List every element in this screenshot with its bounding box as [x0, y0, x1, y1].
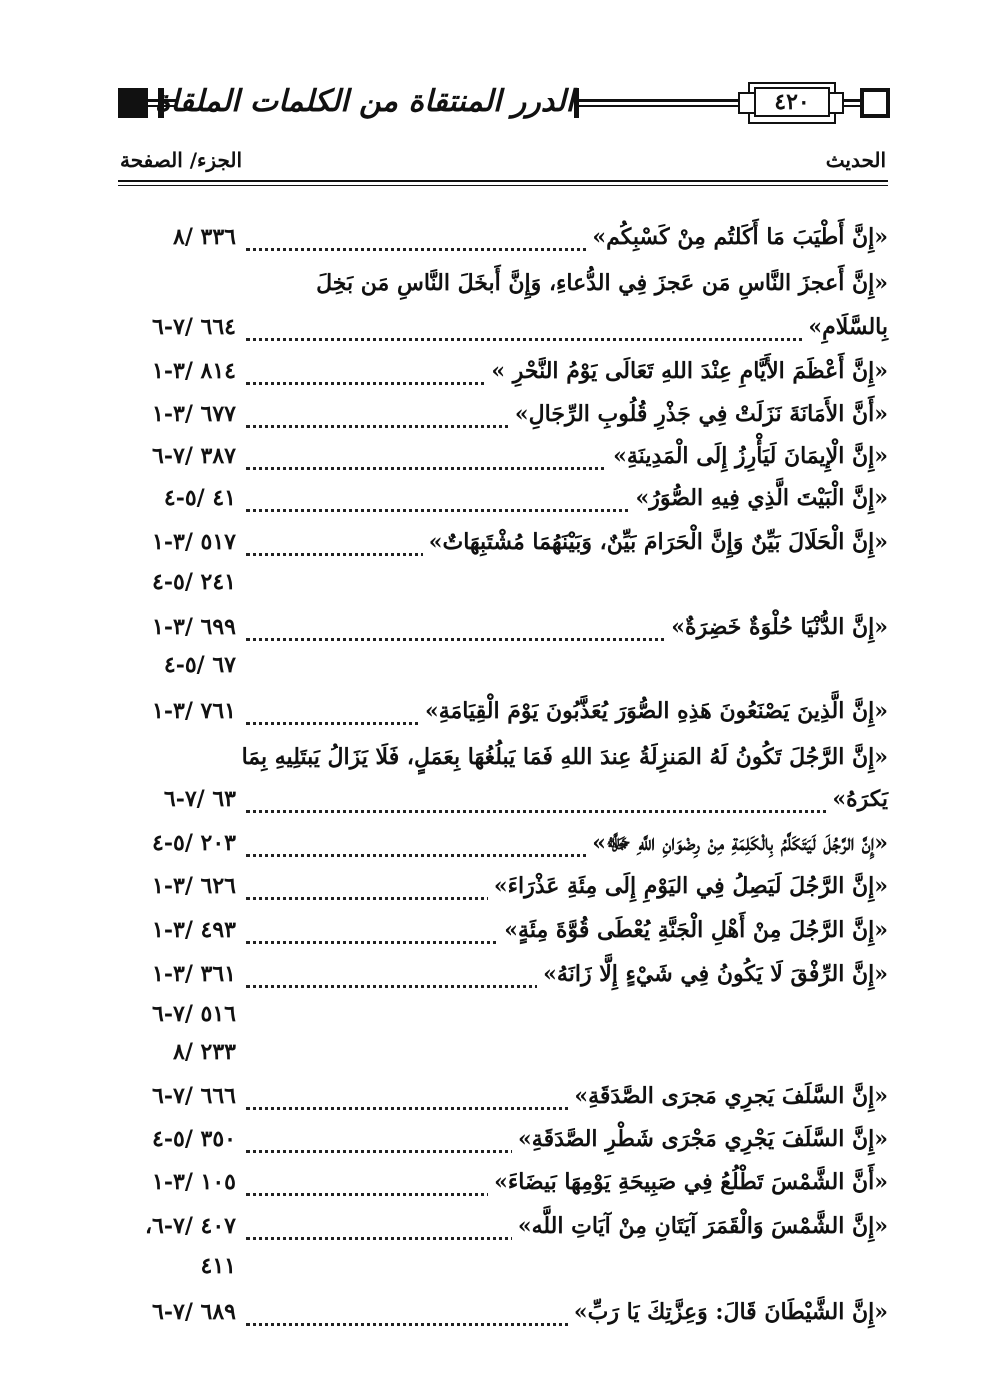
volume-page-ref: ٦٦٤ /٧-٦ [152, 314, 236, 340]
volume-page-ref: ٦٩٩ /٣-١ [152, 614, 236, 640]
index-row [118, 608, 888, 644]
index-row [118, 780, 888, 816]
volume-page-ref: ٤١١ [200, 1253, 236, 1279]
heading-rule [118, 185, 888, 186]
index-row [118, 395, 888, 431]
index-row [118, 1033, 888, 1069]
index-row [118, 824, 888, 860]
volume-page-ref: ٢٣٣ /٨ [173, 1039, 236, 1065]
hadith-text: «إِنَّ الَّذِينَ يَصْنَعُونَ هَذِهِ الصُّوَرَ يُعَذَّبُونَ يَوْمَ الْقِيَامَةِ» [419, 696, 888, 726]
volume-page-ref [118, 742, 236, 772]
volume-page-ref: ٣٥٠ /٥-٤ [152, 1126, 236, 1152]
volume-page-ref: ٤٠٧ /٧-٦، [144, 1213, 236, 1239]
index-row [118, 479, 888, 515]
hadith-text: «إِنَّ الْحَلَالَ بَيِّنٌ وَإِنَّ الْحَرَامَ بَيِّنٌ، وَبَيْنَهُمَا مُشْتَبِهَاتٌ» [423, 527, 888, 557]
hadith-text: «إِنَّ الْبَيْتَ الَّذِي فِيهِ الصُّوَرُ» [629, 483, 888, 513]
index-row [118, 646, 888, 682]
hadith-text: «إِنَّ الدُّنْيَا حُلْوَةٌ خَضِرَةٌ» [665, 612, 888, 642]
index-row [118, 738, 888, 774]
hadith-text: «إِنَّ أَطْيَبَ مَا أَكَلتُم مِنْ كَسْبِكُم» [586, 222, 888, 252]
leader-dots [246, 332, 888, 341]
hadith-text: «إِنَّ الرَّجُلَ لَيَصِلُ فِي اليَوْمِ إِلَى مِئَةِ عَذْرَاءَ» [488, 871, 888, 901]
index-row [118, 308, 888, 344]
index-row [118, 563, 888, 599]
bar-ornament [574, 88, 579, 118]
index-row [118, 264, 888, 300]
page-number: ٤٢٠ [754, 87, 830, 117]
volume-page-ref: ٦٧٧ /٣-١ [152, 401, 236, 427]
volume-page-ref: ٥١٧ /٣-١ [152, 529, 236, 555]
book-title: الدرر المنتقاة من الكلمات الملقاة [176, 80, 574, 124]
volume-page-ref: ٦٧ /٥-٤ [163, 652, 236, 678]
index-row [118, 1077, 888, 1113]
volume-page-ref: ٦٣ /٧-٦ [163, 786, 236, 812]
hadith-text: «إِنَّ أَعْظَمَ الأَيَّامِ عِنْدَ اللهِ تَعَالَى يَوْمُ النَّحْرِ » [485, 356, 888, 386]
hadith-text: «إِنَّ الرَّجُلَ لَيَتَكَلَّمُ بِالْكَلِمَةِ مِنْ رِضْوَانِ اللَّهِ ﷻ» [586, 828, 888, 858]
volume-page-ref: ٢٠٣ /٥-٤ [152, 830, 236, 856]
hollow-square-ornament [860, 88, 890, 118]
hadith-text: «إِنَّ الْإِيمَانَ لَيَأْرِزُ إِلَى الْمَدِينَةِ» [607, 441, 888, 471]
column-heading-reference: الجزء/ الصفحة [120, 148, 243, 172]
index-row [118, 437, 888, 473]
hadith-text: «إِنَّ أَعجزَ النَّاسِ مَن عَجزَ فِي الدُّعاءِ، وَإِنَّ أَبخَلَ النَّاسِ مَن بَخِلَ [310, 268, 888, 298]
page-number-frame [738, 82, 844, 122]
index-row [118, 1207, 888, 1243]
hadith-text: «إِنَّ الشَّمْسَ وَالْقَمَرَ آيَتَانِ مِنْ آيَاتِ اللَّه» [512, 1211, 888, 1241]
volume-page-ref: ٤١ /٥-٤ [163, 485, 236, 511]
volume-page-ref: ٣٦١ /٣-١ [152, 961, 236, 987]
hadith-text: «إِنَّ السَّلَفَ يَجرِي مَجرَى الصَّدَقَةِ» [568, 1081, 888, 1111]
hadith-text: «أَنَّ الأَمَانَةَ نَزَلَتْ فِي جَذْرِ قُلُوبِ الرِّجَالِ» [509, 399, 888, 429]
index-row [118, 218, 888, 254]
heading-rule [118, 180, 888, 182]
index-row [118, 1293, 888, 1329]
index-row [118, 995, 888, 1031]
volume-page-ref: ٥١٦ /٧-٦ [152, 1001, 236, 1027]
index-row [118, 523, 888, 559]
volume-page-ref: ٧٦١ /٣-١ [152, 698, 236, 724]
index-row [118, 352, 888, 388]
index-row [118, 1247, 888, 1283]
hadith-text: «إِنَّ الرَّجُلَ مِنْ أَهْلِ الْجَنَّةِ يُعْطَى قُوَّةَ مِئَةٍ» [498, 915, 888, 945]
index-row [118, 911, 888, 947]
volume-page-ref: ٦٦٦ /٧-٦ [152, 1083, 236, 1109]
volume-page-ref: ٨١٤ /٣-١ [152, 358, 236, 384]
column-heading-hadith: الحديث [825, 148, 886, 172]
leader-dots [246, 804, 888, 813]
volume-page-ref: ٢٤١ /٥-٤ [152, 569, 236, 595]
filled-square-ornament [118, 88, 148, 118]
index-row [118, 692, 888, 728]
index-row [118, 1120, 888, 1156]
volume-page-ref [118, 268, 236, 298]
hadith-text: «أَنَّ الشَّمْسَ تَطْلُعُ فِي صَبِيحَةِ يَوْمِهَا بَيضَاءَ» [488, 1167, 888, 1197]
volume-page-ref: ٤٩٣ /٣-١ [152, 917, 236, 943]
index-row [118, 867, 888, 903]
hadith-text: «إِنَّ السَّلَفَ يَجْرِي مَجْرَى شَطْرِ الصَّدَقَةِ» [512, 1124, 888, 1154]
volume-page-ref: ٦٢٦ /٣-١ [152, 873, 236, 899]
index-row [118, 1163, 888, 1199]
index-row [118, 955, 888, 991]
volume-page-ref: ٣٣٦ /٨ [173, 224, 236, 250]
header-banner [118, 80, 890, 124]
volume-page-ref: ٦٨٩ /٧-٦ [152, 1299, 236, 1325]
hadith-text: بِالسَّلَامِ» [802, 312, 888, 342]
hadith-text: يَكرَهُ» [826, 784, 888, 814]
hadith-text: «إِنَّ الرَّجُلَ تَكُونُ لَهُ المَنزِلَةُ عِندَ اللهِ فَمَا يَبلُغُهَا بِعَمَلٍ، فَلَا يَزَالُ يَبتَلِيهِ بِمَا [236, 742, 888, 772]
hadith-text: «إِنَّ الشَّيْطَانَ قَالَ: وَعِزَّتِكَ يَا رَبِّ» [568, 1297, 888, 1327]
volume-page-ref: ٣٨٧ /٧-٦ [152, 443, 236, 469]
volume-page-ref: ١٠٥ /٣-١ [152, 1169, 236, 1195]
hadith-text: «إِنَّ الرِّفْقَ لَا يَكُونُ فِي شَيْءٍ إِلَّا زَانَهُ» [537, 959, 888, 989]
